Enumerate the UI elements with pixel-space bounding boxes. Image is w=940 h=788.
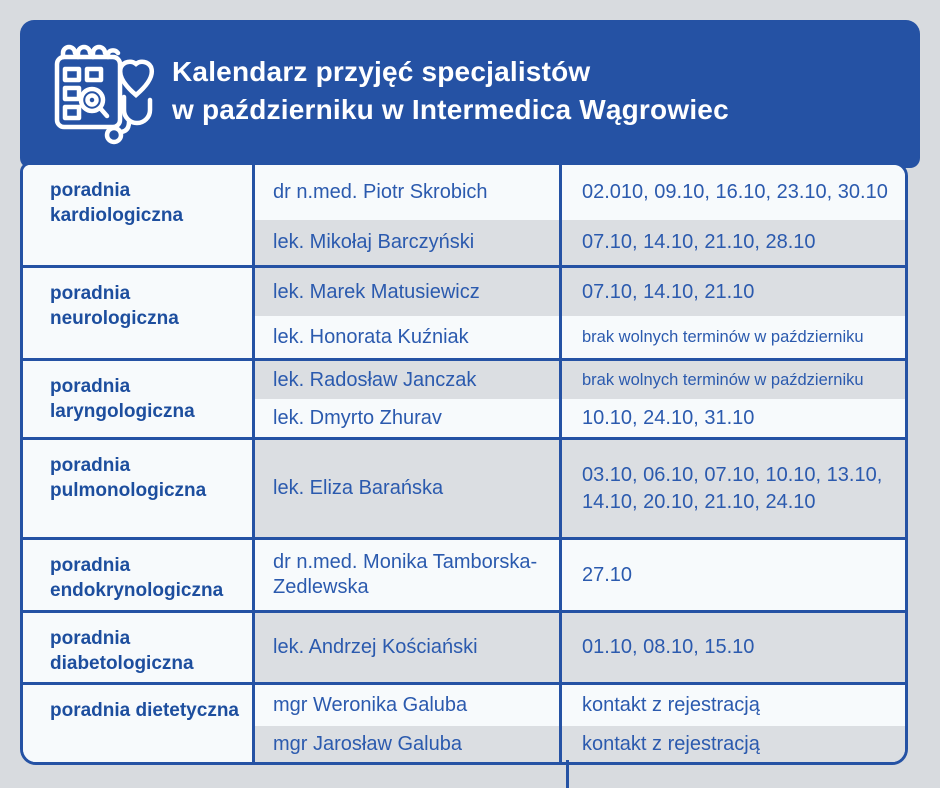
table-row xyxy=(255,220,905,265)
dates-cell: 07.10, 14.10, 21.10, 28.10 xyxy=(562,220,905,265)
clinic-cell: poradnia pulmonologiczna xyxy=(23,440,255,537)
clinic-cell: poradnia laryngologiczna xyxy=(23,361,255,437)
doctor-cell: lek. Andrzej Kościański xyxy=(255,613,562,682)
clinic-cell: poradnia endokrynologiczna xyxy=(23,540,255,610)
table-group xyxy=(23,610,905,682)
table-row xyxy=(255,685,905,726)
table-row xyxy=(255,540,905,610)
header-banner xyxy=(20,20,920,168)
table-row xyxy=(255,440,905,537)
doctor-cell: dr n.med. Piotr Skrobich xyxy=(255,165,562,220)
page-title xyxy=(172,53,729,129)
table-group xyxy=(23,165,905,265)
clinic-rows xyxy=(255,540,905,610)
table-row xyxy=(255,726,905,762)
table-row xyxy=(255,268,905,316)
table-row xyxy=(255,613,905,682)
doctor-cell: lek. Eliza Barańska xyxy=(255,440,562,537)
clinic-rows xyxy=(255,440,905,537)
clinic-rows xyxy=(255,685,905,762)
table-group xyxy=(23,437,905,537)
title-line-2: w październiku w Intermedica Wągrowiec xyxy=(172,94,729,125)
table-row xyxy=(255,316,905,358)
doctor-cell: lek. Marek Matusiewicz xyxy=(255,268,562,316)
dates-cell: 02.010, 09.10, 16.10, 23.10, 30.10 xyxy=(562,165,905,220)
doctor-cell: mgr Jarosław Galuba xyxy=(255,726,562,762)
doctor-cell: lek. Mikołaj Barczyński xyxy=(255,220,562,265)
clinic-rows xyxy=(255,165,905,265)
clinic-cell: poradnia neurologiczna xyxy=(23,268,255,358)
doctor-cell: lek. Honorata Kuźniak xyxy=(255,316,562,358)
doctor-cell: dr n.med. Monika Tamborska-Zedlewska xyxy=(255,540,562,610)
title-line-1: Kalendarz przyjęć specjalistów xyxy=(172,56,591,87)
dates-cell: 03.10, 06.10, 07.10, 10.10, 13.10, 14.10, 20.10, 21.10, 24.10 xyxy=(562,440,905,537)
dates-cell: brak wolnych terminów w październiku xyxy=(562,316,905,358)
column-divider-tail xyxy=(566,760,569,788)
doctor-cell: mgr Weronika Galuba xyxy=(255,685,562,726)
dates-cell: 27.10 xyxy=(562,540,905,610)
table-group xyxy=(23,265,905,358)
clinic-rows xyxy=(255,613,905,682)
doctor-cell: lek. Dmyrto Zhurav xyxy=(255,399,562,437)
doctor-cell: lek. Radosław Janczak xyxy=(255,361,562,399)
table-row xyxy=(255,361,905,399)
dates-cell: brak wolnych terminów w październiku xyxy=(562,361,905,399)
table-row xyxy=(255,399,905,437)
dates-cell: 07.10, 14.10, 21.10 xyxy=(562,268,905,316)
clinic-rows xyxy=(255,268,905,358)
dates-cell: kontakt z rejestracją xyxy=(562,726,905,762)
dates-cell: 10.10, 24.10, 31.10 xyxy=(562,399,905,437)
table-group xyxy=(23,537,905,610)
table-group xyxy=(23,358,905,437)
table-row xyxy=(255,165,905,220)
dates-cell: 01.10, 08.10, 15.10 xyxy=(562,613,905,682)
table-group xyxy=(23,682,905,762)
dates-cell: kontakt z rejestracją xyxy=(562,685,905,726)
clinic-cell: poradnia kardiologiczna xyxy=(23,165,255,265)
clinic-rows xyxy=(255,361,905,437)
clinic-cell: poradnia diabetologiczna xyxy=(23,613,255,682)
calendar-heart-stethoscope-icon xyxy=(50,40,162,146)
schedule-table xyxy=(20,162,908,765)
clinic-cell: poradnia dietetyczna xyxy=(23,685,255,762)
